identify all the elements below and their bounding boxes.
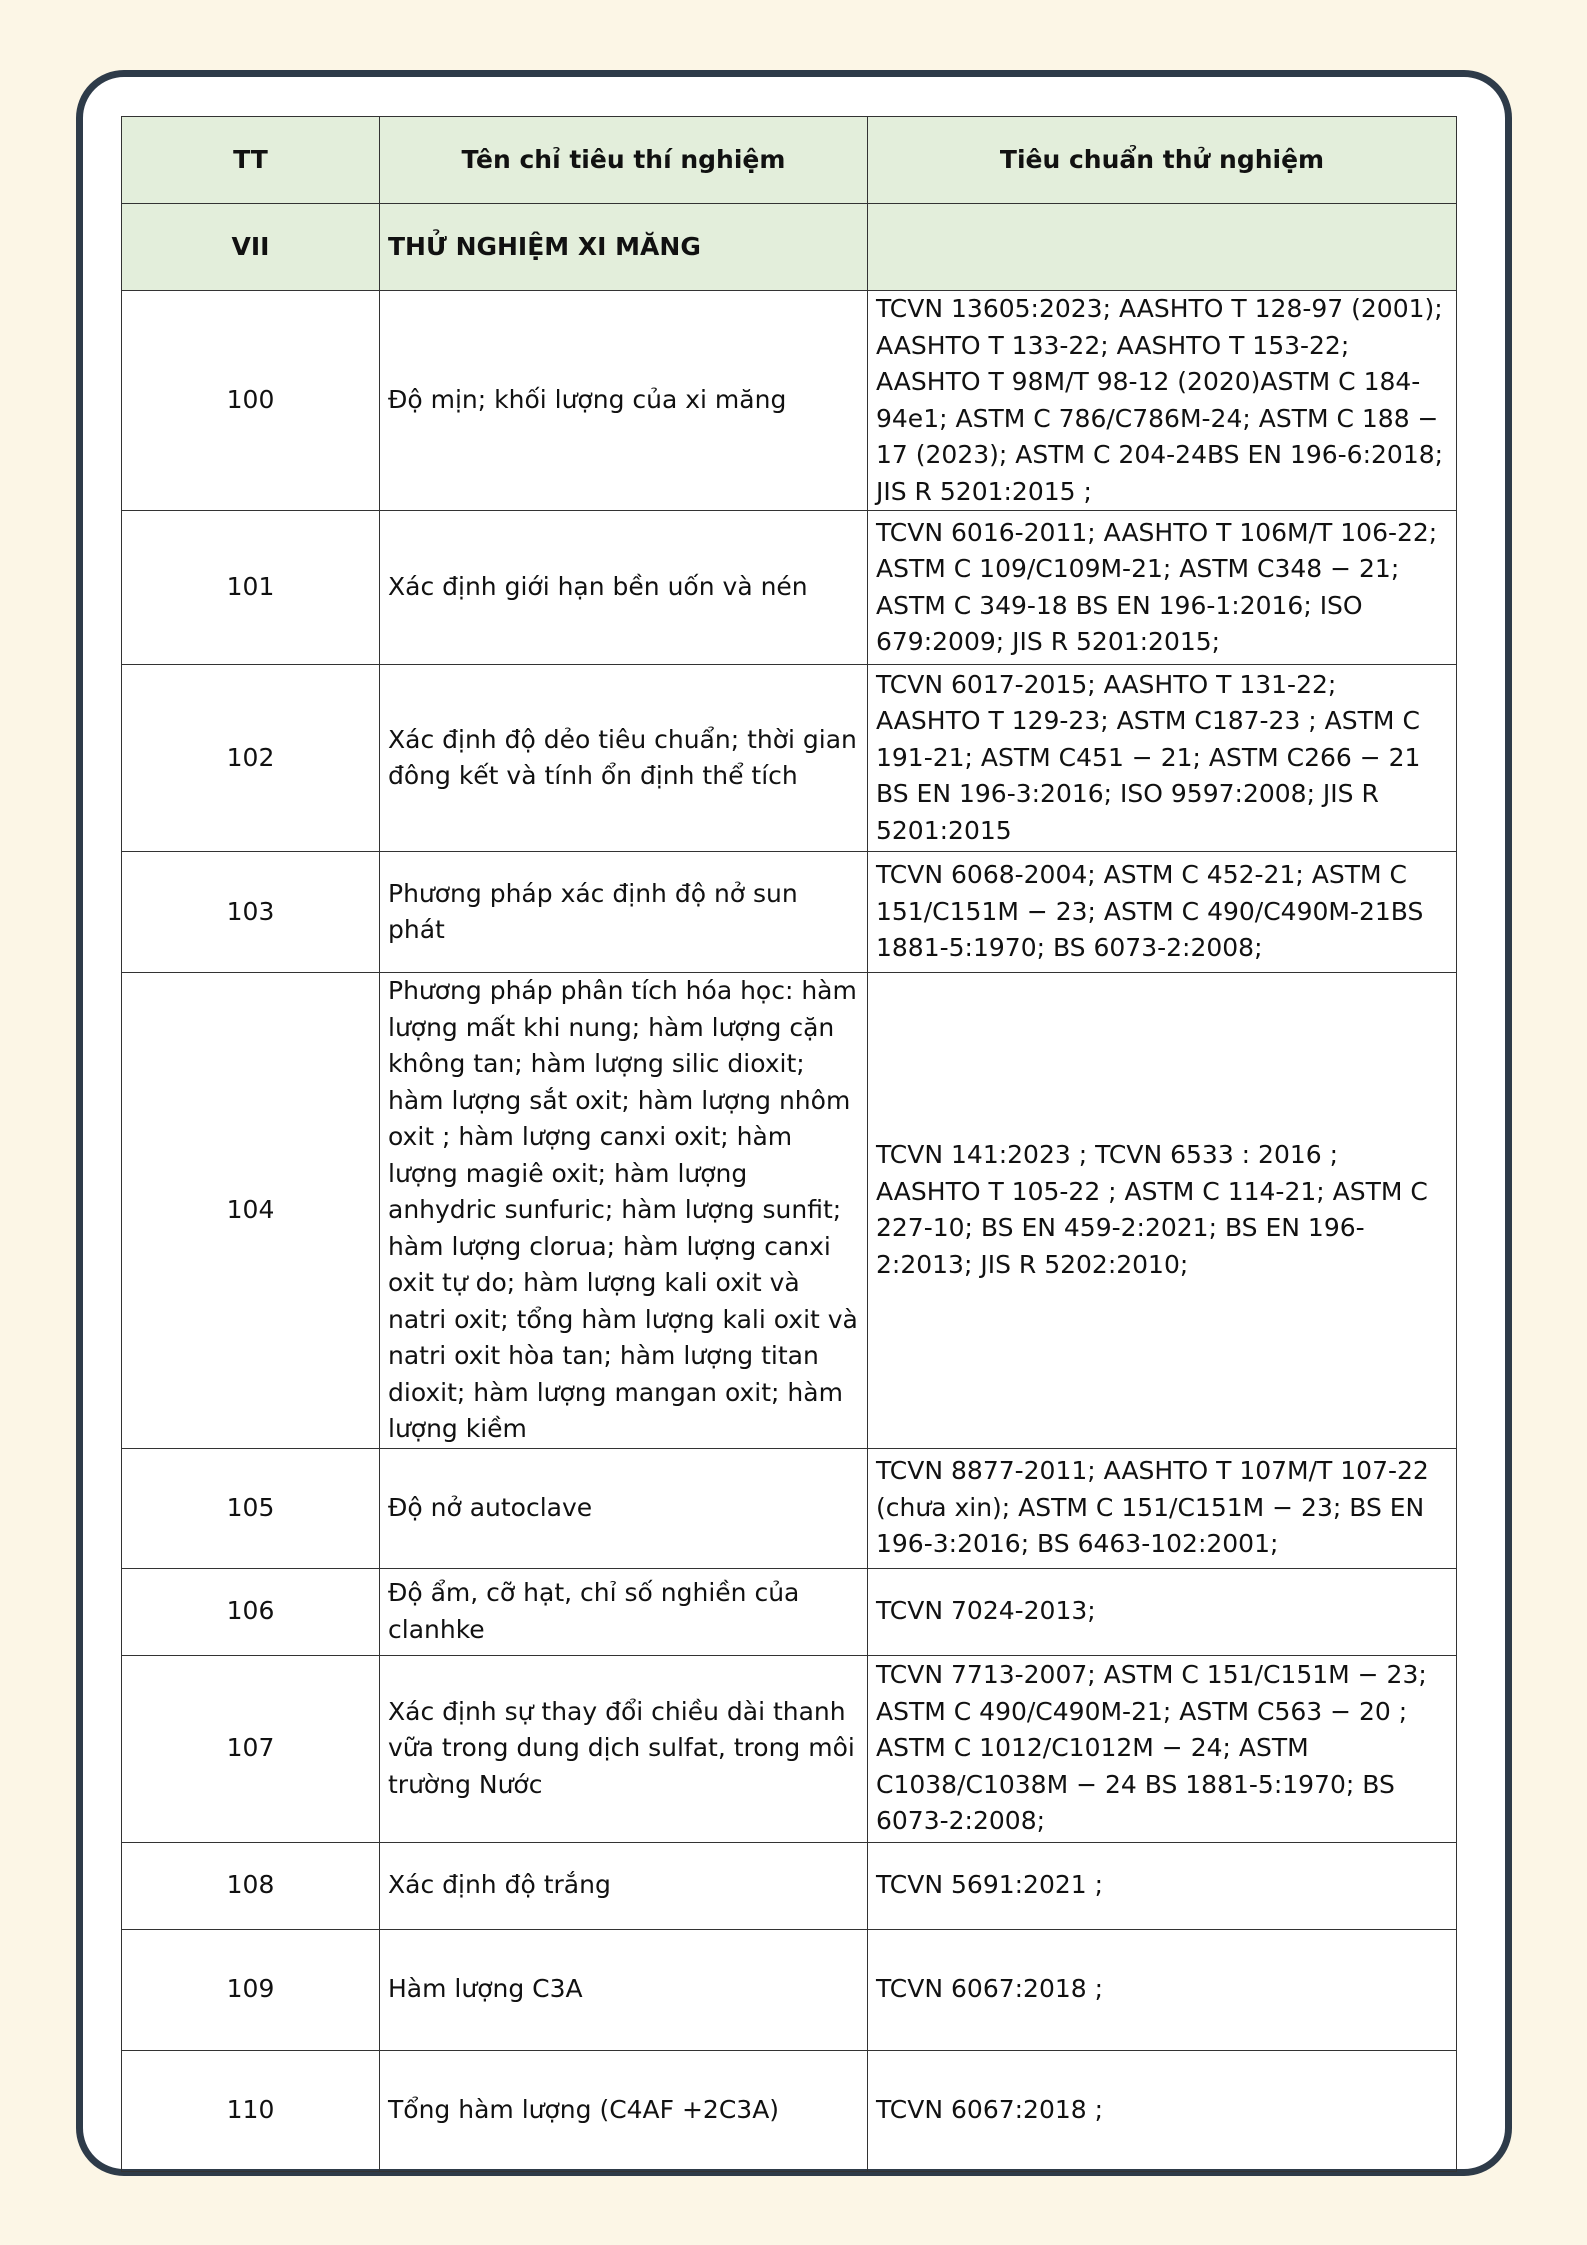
row-test-name: Độ mịn; khối lượng của xi măng [380, 291, 868, 511]
row-standard: TCVN 6017-2015; AASHTO T 131-22; AASHTO T 129-23; ASTM C187-23 ; ASTM C 191-21; ASTM C451 − 21; ASTM C266 − 21 BS EN 196-3:2016; ISO 9597:2008; JIS R 5201:2015 [868, 665, 1457, 852]
table-row [122, 1929, 1457, 2050]
table-row [122, 852, 1457, 973]
header-tt: TT [122, 117, 380, 204]
table-row [122, 973, 1457, 1449]
table-row [122, 1448, 1457, 1568]
row-standard: TCVN 8877-2011; AASHTO T 107M/T 107-22 (chưa xin); ASTM C 151/C151M − 23; BS EN 196-3:2016; BS 6463-102:2001; [868, 1448, 1457, 1568]
section-row [122, 204, 1457, 291]
row-standard: TCVN 5691:2021 ; [868, 1842, 1457, 1929]
table-row [122, 1842, 1457, 1929]
row-tt: 103 [122, 852, 380, 973]
table-body [122, 204, 1457, 2172]
row-standard: TCVN 6068-2004; ASTM C 452-21; ASTM C 151/C151M − 23; ASTM C 490/C490M-21BS 1881-5:1970; BS 6073-2:2008; [868, 852, 1457, 973]
row-test-name: Xác định giới hạn bền uốn và nén [380, 511, 868, 665]
row-tt: 102 [122, 665, 380, 852]
row-test-name: Tổng hàm lượng (C4AF +2C3A) [380, 2050, 868, 2171]
table-header [122, 117, 1457, 204]
table-row [122, 1655, 1457, 1842]
table-row [122, 291, 1457, 511]
table-row [122, 1568, 1457, 1655]
row-tt: 110 [122, 2050, 380, 2171]
row-test-name: Hàm lượng C3A [380, 1929, 868, 2050]
header-test-name: Tên chỉ tiêu thí nghiệm [380, 117, 868, 204]
test-standards-table [121, 116, 1457, 2172]
row-tt: 107 [122, 1655, 380, 1842]
row-tt: 104 [122, 973, 380, 1449]
table-row [122, 665, 1457, 852]
row-test-name: Phương pháp xác định độ nở sun phát [380, 852, 868, 973]
row-test-name: Xác định sự thay đổi chiều dài thanh vữa trong dung dịch sulfat, trong môi trường Nước [380, 1655, 868, 1842]
table-row [122, 511, 1457, 665]
section-title: THỬ NGHIỆM XI MĂNG [380, 204, 868, 291]
row-tt: 105 [122, 1448, 380, 1568]
row-test-name: Độ ẩm, cỡ hạt, chỉ số nghiền của clanhke [380, 1568, 868, 1655]
row-tt: 101 [122, 511, 380, 665]
row-tt: 100 [122, 291, 380, 511]
row-standard: TCVN 13605:2023; AASHTO T 128-97 (2001); AASHTO T 133-22; AASHTO T 153-22; AASHTO T 98M/T 98-12 (2020)ASTM C 184-94e1; ASTM C 786/C786M-24; ASTM C 188 − 17 (2023); ASTM C 204-24BS EN 196-6:2018; JIS R 5201:2015 ; [868, 291, 1457, 511]
header-test-standard: Tiêu chuẩn thử nghiệm [868, 117, 1457, 204]
section-standard [868, 204, 1457, 291]
row-standard: TCVN 141:2023 ; TCVN 6533 : 2016 ; AASHTO T 105-22 ; ASTM C 114-21; ASTM C 227-10; BS EN 459-2:2021; BS EN 196-2:2013; JIS R 5202:2010; [868, 973, 1457, 1449]
row-test-name: Phương pháp phân tích hóa học: hàm lượng mất khi nung; hàm lượng cặn không tan; hàm lượng silic dioxit; hàm lượng sắt oxit; hàm lượng nhôm oxit ; hàm lượng canxi oxit; hàm lượng magiê oxit; hàm lượng anhydric sunfuric; hàm lượng sunfit; hàm lượng clorua; hàm lượng canxi oxit tự do; hàm lượng kali oxit và natri oxit; tổng hàm lượng kali oxit và natri oxit hòa tan; hàm lượng titan dioxit; hàm lượng mangan oxit; hàm lượng kiềm [380, 973, 868, 1449]
row-tt: 108 [122, 1842, 380, 1929]
row-test-name: Xác định độ trắng [380, 1842, 868, 1929]
section-tt: VII [122, 204, 380, 291]
row-standard: TCVN 7024-2013; [868, 1568, 1457, 1655]
row-test-name: Độ nở autoclave [380, 1448, 868, 1568]
row-tt: 106 [122, 1568, 380, 1655]
row-tt: 109 [122, 1929, 380, 2050]
row-standard: TCVN 7713-2007; ASTM C 151/C151M − 23; ASTM C 490/C490M-21; ASTM C563 − 20 ; ASTM C 1012/C1012M − 24; ASTM C1038/C1038M − 24 BS 1881-5:1970; BS 6073-2:2008; [868, 1655, 1457, 1842]
row-standard: TCVN 6067:2018 ; [868, 2050, 1457, 2171]
header-row [122, 117, 1457, 204]
table-row [122, 2050, 1457, 2171]
row-standard: TCVN 6016-2011; AASHTO T 106M/T 106-22; ASTM C 109/C109M-21; ASTM C348 − 21; ASTM C 349-18 BS EN 196-1:2016; ISO 679:2009; JIS R 5201:2015; [868, 511, 1457, 665]
row-standard: TCVN 6067:2018 ; [868, 1929, 1457, 2050]
row-test-name: Xác định độ dẻo tiêu chuẩn; thời gian đông kết và tính ổn định thể tích [380, 665, 868, 852]
